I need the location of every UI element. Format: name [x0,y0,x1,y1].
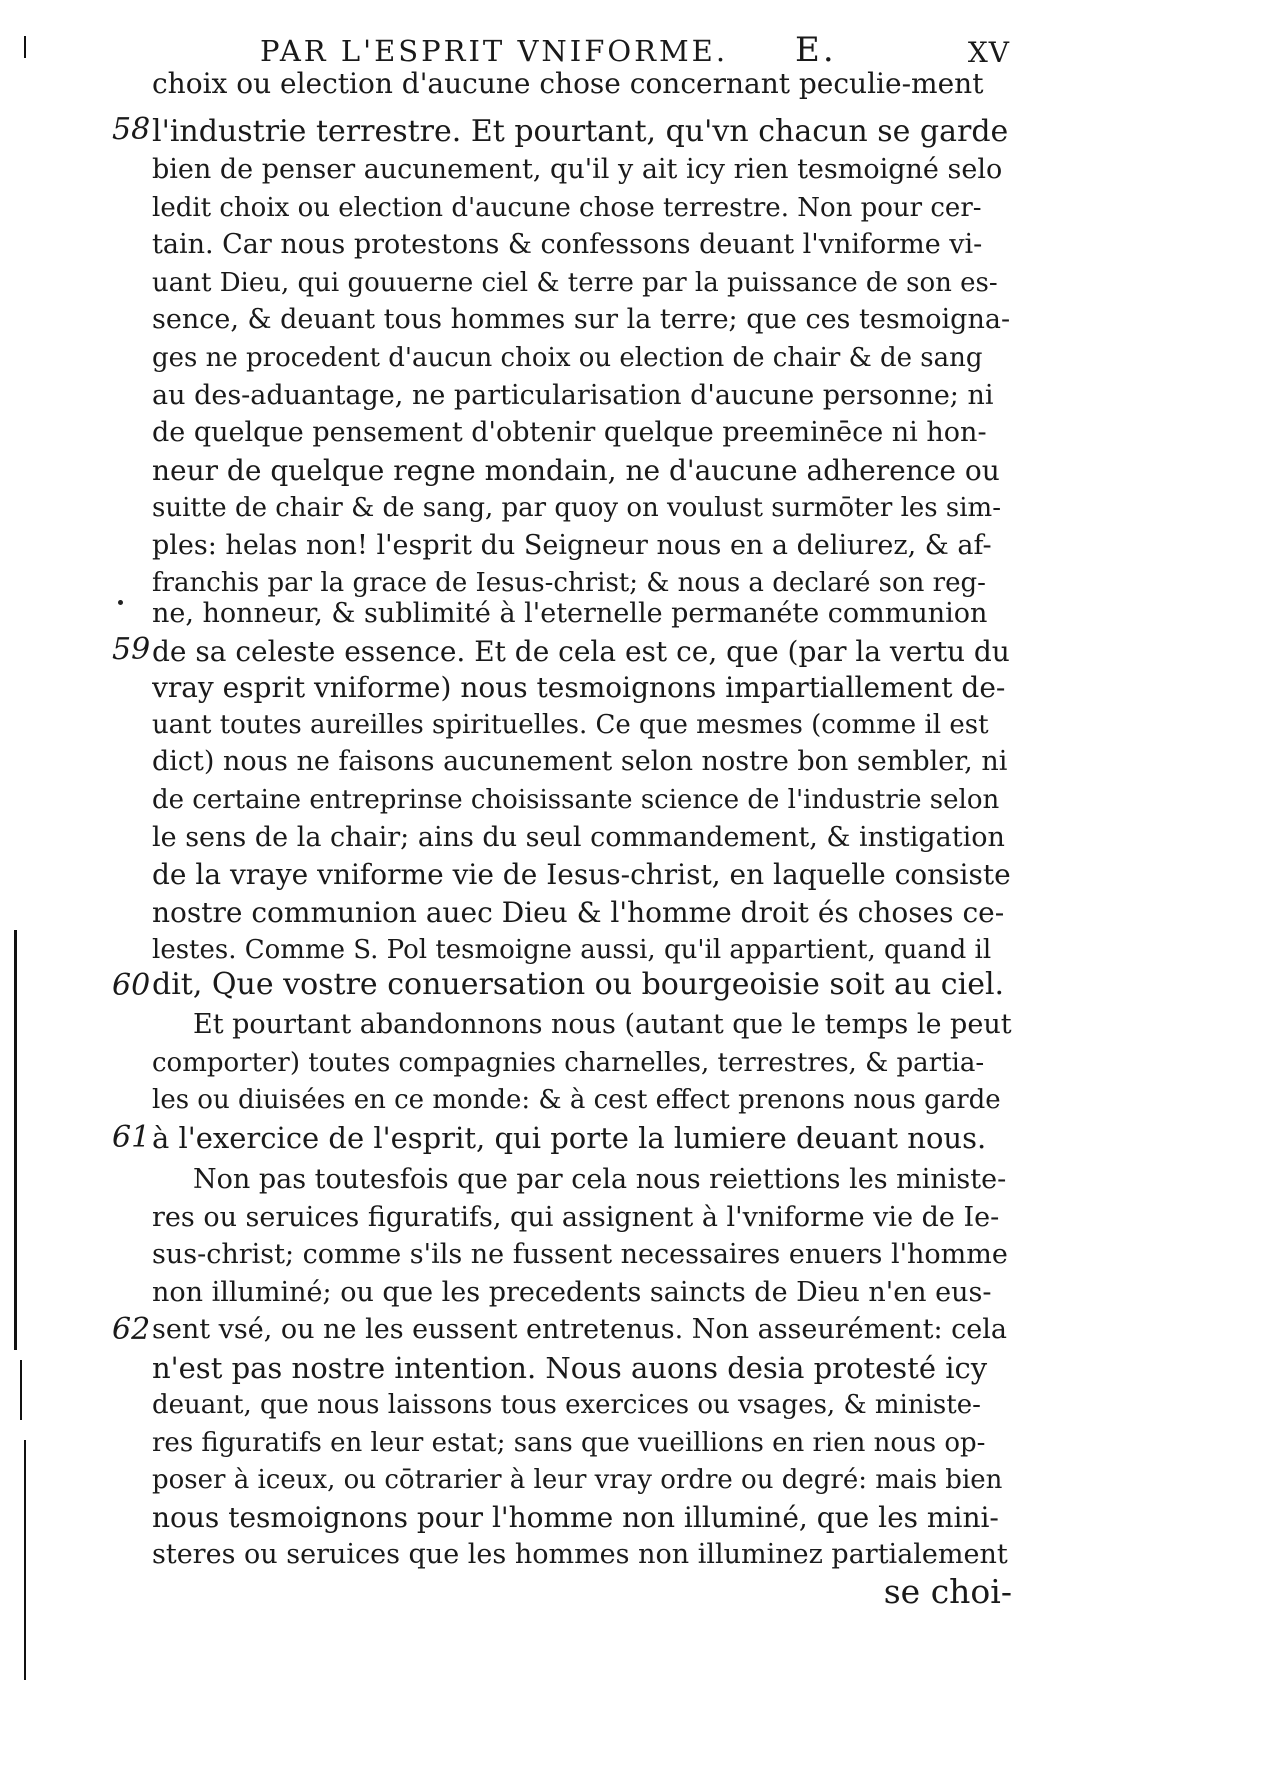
text-line: de sa celeste essence. Et de cela est ce, que (par la vertu du [152,635,1010,668]
text-line: steres ou seruices que les hommes non illuminez partialement [152,1539,1008,1570]
text-line: res figuratifs en leur estat; sans que vueillions en rien nous op- [152,1428,986,1458]
catchword: se choi- [883,1572,1012,1611]
text-line: vray esprit vniforme) nous tesmoignons impartiallement de- [152,671,1006,704]
text-line: nous tesmoignons pour l'homme non illuminé, que les mini- [152,1501,999,1534]
text-line: dict) nous ne faisons aucunement selon nostre bon sembler, ni [152,746,1008,777]
text-line: lestes. Comme S. Pol tesmoigne aussi, qu'il appartient, quand il [152,935,992,965]
text-line: à l'exercice de l'esprit, qui porte la lumiere deuant nous. [152,1121,987,1155]
marginal-dot [118,600,123,605]
text-line: deuant, que nous laissons tous exercices ou vsages, & ministe- [152,1390,981,1420]
text-line: de quelque pensement d'obtenir quelque preeminēce ni hon- [152,417,987,448]
running-title: PAR L'ESPRIT VNIFORME. [260,34,729,68]
text-line: Et pourtant abandonnons nous (autant que le temps le peut [193,1009,1012,1040]
page-edge-mark [24,36,26,58]
text-line: uant toutes aureilles spirituelles. Ce que mesmes (comme il est [152,710,989,740]
text-line: neur de quelque regne mondain, ne d'aucune adherence ou [152,454,1000,487]
text-line: res ou seruices figuratifs, qui assignent à l'vniforme vie de Ie- [152,1202,1000,1233]
text-line: franchis par la grace de Iesus-christ; & nous a declaré son reg- [152,568,986,598]
verse-number: 59 [112,632,151,667]
text-line: suitte de chair & de sang, par quoy on voulust surmōter les sim- [152,493,1001,523]
text-line: ne, honneur, & sublimité à l'eternelle permanéte communion [152,598,988,629]
text-line: sence, & deuant tous hommes sur la terre; que ces tesmoigna- [152,304,1011,335]
text-line: de certaine entreprinse choisissante science de l'industrie selon [152,785,1000,815]
text-line: poser à iceux, ou cōtrarier à leur vray ordre ou degré: mais bien [152,1465,1003,1495]
text-line: uant Dieu, qui gouuerne ciel & terre par la puissance de son es- [152,268,998,298]
text-line: Non pas toutesfois que par cela nous reiettions les ministe- [193,1164,1007,1195]
text-line: nostre communion auec Dieu & l'homme droit és choses ce- [152,896,1005,929]
text-line: sent vsé, ou ne les eussent entretenus. Non asseurément: cela [152,1314,1007,1345]
signature-mark: E. [795,30,837,70]
text-line: dit, Que vostre conuersation ou bourgeoisie soit au ciel. [152,967,1005,1002]
page-edge-mark [24,1440,26,1680]
text-line: l'industrie terrestre. Et pourtant, qu'vn chacun se garde [152,114,1009,149]
text-line: n'est pas nostre intention. Nous auons desia protesté icy [152,1351,988,1385]
text-line: les ou diuisées en ce monde: & à cest effect prenons nous garde [152,1085,1001,1115]
text-line: choix ou election d'aucune chose concernant peculie-ment [152,67,984,100]
verse-number: 58 [112,112,151,147]
text-line: ples: helas non! l'esprit du Seigneur nous en a deliurez, & af- [152,530,992,561]
text-line: sus-christ; comme s'ils ne fussent necessaires enuers l'homme [152,1239,1008,1270]
text-line: bien de penser aucunement, qu'il y ait icy rien tesmoigné selo [152,154,1003,185]
text-line: ges ne procedent d'aucun choix ou election de chair & de sang [152,343,983,373]
text-line: le sens de la chair; ains du seul commandement, & instigation [152,822,1005,853]
page-edge-mark [14,930,17,1350]
text-line: non illuminé; ou que les precedents saincts de Dieu n'en eus- [152,1277,992,1308]
text-line: tain. Car nous protestons & confessons deuant l'vniforme vi- [152,229,983,260]
verse-number: 61 [112,1120,151,1155]
page-edge-mark [20,1360,22,1420]
text-line: de la vraye vniforme vie de Iesus-christ, en laquelle consiste [152,858,1011,891]
verse-number: 62 [112,1312,151,1347]
verse-number: 60 [112,968,151,1003]
text-line: comporter) toutes compagnies charnelles, terrestres, & partia- [152,1048,985,1078]
folio-number: XV [967,36,1010,69]
text-line: ledit choix ou election d'aucune chose terrestre. Non pour cer- [152,193,982,223]
text-line: au des-aduantage, ne particularisation d'aucune personne; ni [152,380,994,411]
